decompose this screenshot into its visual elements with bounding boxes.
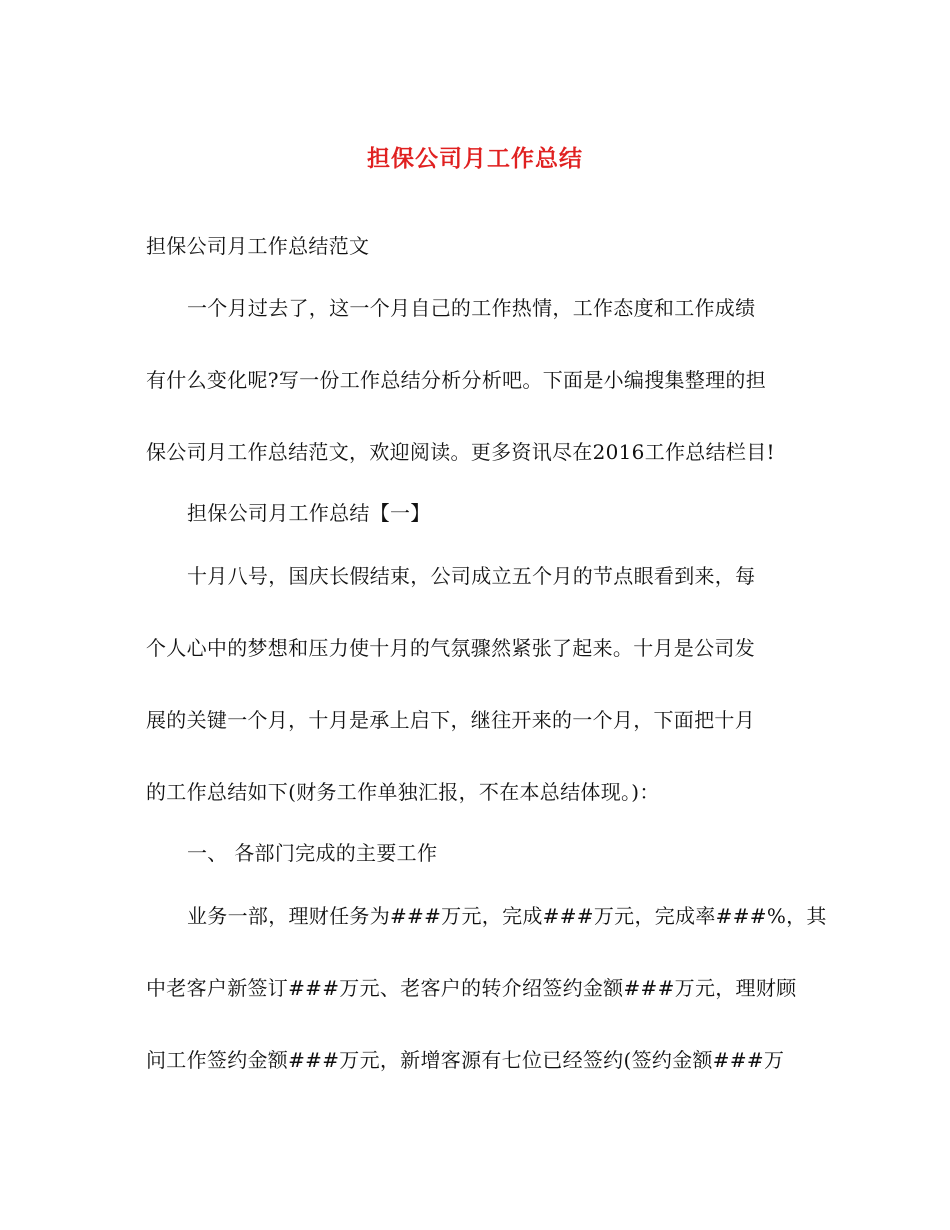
paragraph-line: 展的关键一个月，十月是承上启下，继往开来的一个月，下面把十月 [146, 708, 755, 732]
paragraph-line: 一个月过去了，这一个月自己的工作热情，工作态度和工作成绩 [187, 296, 756, 320]
paragraph-line: 个人心中的梦想和压力使十月的气氛骤然紧张了起来。十月是公司发 [146, 636, 755, 660]
document-title: 担保公司月工作总结 [367, 146, 583, 172]
paragraph-line: 业务一部，理财任务为###万元，完成###万元，完成率###%，其 [187, 904, 827, 928]
paragraph-line: 保公司月工作总结范文，欢迎阅读。更多资讯尽在2016工作总结栏目! [146, 440, 775, 464]
paragraph-line: 十月八号，国庆长假结束，公司成立五个月的节点眼看到来，每 [187, 564, 756, 588]
paragraph-line: 中老客户新签订###万元、老客户的转介绍签约金额###万元，理财顾 [146, 976, 797, 1000]
paragraph-line: 有什么变化呢?写一份工作总结分析分析吧。下面是小编搜集整理的担 [146, 368, 767, 392]
section-heading: 担保公司月工作总结【一】 [187, 501, 431, 525]
subsection-heading: 一、 各部门完成的主要工作 [187, 841, 438, 865]
subtitle-line: 担保公司月工作总结范文 [146, 234, 370, 258]
paragraph-line: 的工作总结如下(财务工作单独汇报，不在本总结体现。)： [146, 780, 660, 804]
paragraph-line: 问工作签约金额###万元，新增客源有七位已经签约(签约金额###万 [146, 1048, 785, 1072]
